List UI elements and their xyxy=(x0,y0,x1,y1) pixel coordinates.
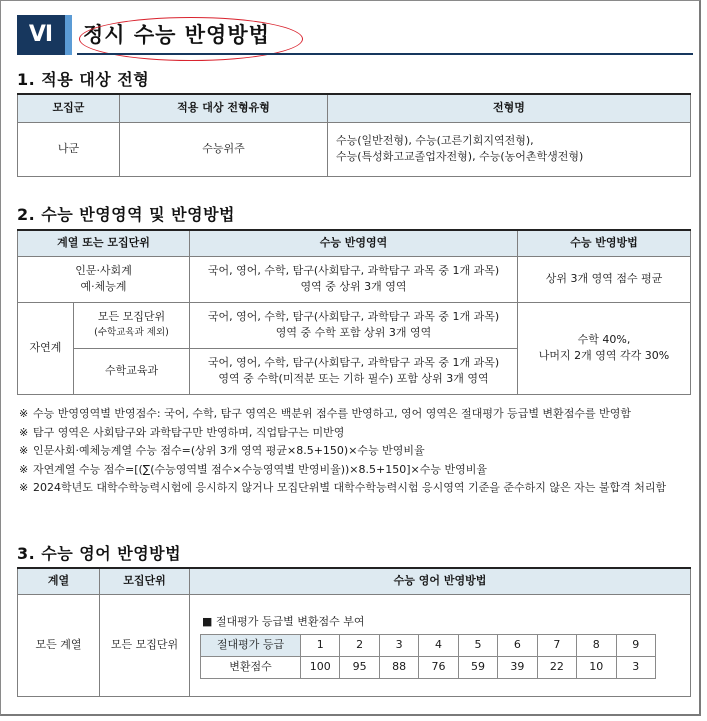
grade-cell: 4 xyxy=(419,634,458,656)
humanities-unit-line2: 예·체능계 xyxy=(80,280,127,293)
cell-type: 수능위주 xyxy=(120,122,328,176)
grade-row xyxy=(201,634,656,656)
humanities-unit-line1: 인문·사회계 xyxy=(75,264,132,277)
grade-bullet: ■ 절대평가 등급별 변환점수 부여 xyxy=(202,614,365,628)
grade-cell: 5 xyxy=(458,634,497,656)
math-area-line1: 국어, 영어, 수학, 탐구(사회탐구, 과학탐구 과목 중 1개 과목) xyxy=(207,356,500,369)
cell-math-edu-area xyxy=(190,348,518,394)
note-text: 인문사회·예체능계열 수능 점수=(상위 3개 영역 평균×8.5+150)×수능 반영비율 xyxy=(33,444,425,458)
col-header-english-method: 수능 영어 반영방법 xyxy=(190,568,691,594)
note-mark: ※ xyxy=(19,444,29,458)
cell-series: 모든 계열 xyxy=(18,594,100,696)
cell-english-method xyxy=(190,594,691,696)
note-item xyxy=(19,405,695,424)
chapter-title: 정시 수능 반영방법 xyxy=(83,23,270,47)
note-text: 수능 반영영역별 반영점수: 국어, 수학, 탐구 영역은 백분위 점수를 반영하고, 영어 영역은 절대평가 등급별 변환점수를 반영함 xyxy=(33,407,631,420)
score-cell: 3 xyxy=(616,656,656,678)
col-header-method: 수능 반영방법 xyxy=(518,230,691,256)
note-text: 탐구 영역은 사회탐구와 과학탐구만 반영하며, 직업탐구는 미반영 xyxy=(33,425,345,439)
science-method-line1: 수학 40%, xyxy=(577,333,631,346)
grade-cell: 8 xyxy=(577,634,616,656)
score-cell: 39 xyxy=(498,656,537,678)
grade-label: 절대평가 등급 xyxy=(201,634,301,656)
notes-list xyxy=(19,405,695,498)
score-row xyxy=(201,656,656,678)
chapter-underline xyxy=(77,53,693,55)
csat-area-table xyxy=(17,229,691,395)
cell-science-method xyxy=(518,302,691,394)
admission-names-line2: 수능(특성화고교졸업자전형), 수능(농어촌학생전형) xyxy=(336,150,584,163)
humanities-area-line2: 영역 중 상위 3개 영역 xyxy=(300,280,407,293)
grade-cell: 6 xyxy=(498,634,537,656)
science-all-units-line1: 모든 모집단위 xyxy=(97,310,166,323)
cell-science-group: 자연계 xyxy=(18,302,74,394)
target-admission-table xyxy=(17,93,691,177)
cell-admission-names xyxy=(328,122,691,176)
score-cell: 88 xyxy=(379,656,418,678)
score-cell: 22 xyxy=(537,656,576,678)
admission-names-line1: 수능(일반전형), 수능(고른기회지역전형), xyxy=(336,134,534,147)
cell-math-edu-unit: 수학교육과 xyxy=(74,348,190,394)
chapter-badge-accent xyxy=(65,15,72,55)
score-label: 변환점수 xyxy=(201,656,301,678)
science-all-area-line1: 국어, 영어, 수학, 탐구(사회탐구, 과학탐구 과목 중 1개 과목) xyxy=(207,310,500,323)
cell-group: 나군 xyxy=(18,122,120,176)
chapter-number-badge: Ⅵ xyxy=(17,15,65,55)
cell-science-all-area xyxy=(190,302,518,348)
note-mark: ※ xyxy=(19,425,29,439)
section2-heading: 2. 수능 반영영역 및 반영방법 xyxy=(17,205,236,224)
grade-box xyxy=(190,606,690,685)
note-mark: ※ xyxy=(19,462,29,476)
col-header-series: 계열 xyxy=(18,568,100,594)
cell-unit: 모든 모집단위 xyxy=(100,594,190,696)
note-item xyxy=(19,424,695,443)
section1-heading: 1. 적용 대상 전형 xyxy=(17,70,150,89)
cell-humanities-unit xyxy=(18,256,190,302)
grade-cell: 1 xyxy=(301,634,340,656)
cell-humanities-method: 상위 3개 영역 점수 평균 xyxy=(518,256,691,302)
note-mark: ※ xyxy=(19,407,29,420)
score-cell: 76 xyxy=(419,656,458,678)
section3-heading: 3. 수능 영어 반영방법 xyxy=(17,544,182,563)
english-method-table xyxy=(17,567,691,697)
col-header-unit: 모집단위 xyxy=(100,568,190,594)
chapter-header xyxy=(17,15,693,55)
col-header-unit: 계열 또는 모집단위 xyxy=(18,230,190,256)
grade-score-table xyxy=(200,634,656,679)
note-mark: ※ xyxy=(19,481,29,495)
grade-cell: 3 xyxy=(379,634,418,656)
col-header-group: 모집군 xyxy=(18,94,120,122)
note-item xyxy=(19,479,695,498)
note-item xyxy=(19,461,695,480)
note-text: 2024학년도 대학수학능력시험에 응시하지 않거나 모집단위별 대학수학능력시험 응시영역 기준을 준수하지 않은 자는 불합격 처리함 xyxy=(33,481,667,495)
score-cell: 100 xyxy=(301,656,340,678)
score-cell: 59 xyxy=(458,656,497,678)
col-header-type: 적용 대상 전형유형 xyxy=(120,94,328,122)
science-method-line2: 나머지 2개 영역 각각 30% xyxy=(538,349,670,362)
grade-cell: 7 xyxy=(537,634,576,656)
grade-cell: 2 xyxy=(340,634,379,656)
col-header-name: 전형명 xyxy=(328,94,691,122)
cell-science-all-units xyxy=(74,302,190,348)
score-cell: 95 xyxy=(340,656,379,678)
science-all-area-line2: 영역 중 수학 포함 상위 3개 영역 xyxy=(275,326,432,339)
score-cell: 10 xyxy=(577,656,616,678)
col-header-area: 수능 반영영역 xyxy=(190,230,518,256)
note-text: 자연계열 수능 점수=[(∑(수능영역별 점수×수능영역별 반영비율))×8.5+150]×수능 반영비율 xyxy=(33,462,487,476)
note-item xyxy=(19,442,695,461)
science-all-units-line2: (수학교육과 제외) xyxy=(94,327,169,338)
cell-humanities-area xyxy=(190,256,518,302)
grade-cell: 9 xyxy=(616,634,656,656)
math-area-line2: 영역 중 수학(미적분 또는 기하 필수) 포함 상위 3개 영역 xyxy=(218,372,489,385)
humanities-area-line1: 국어, 영어, 수학, 탐구(사회탐구, 과학탐구 과목 중 1개 과목) xyxy=(207,264,500,277)
